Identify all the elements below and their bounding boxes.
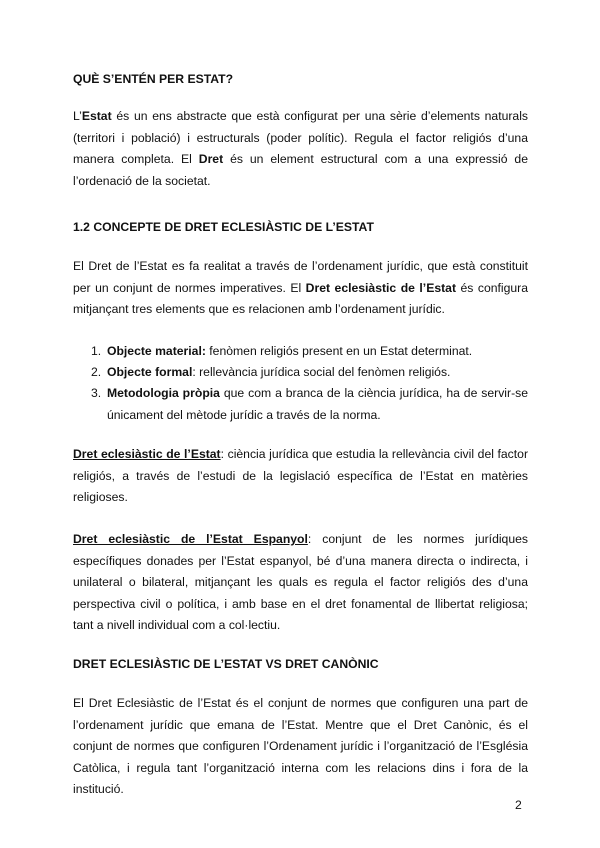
definition-text: : conjunt de les normes jurídiques específiques donades per l’Estat espanyol, bé d’una manera directa o indirecta, i unilateral o bilateral, mitjançant les quals es regula el factor religiós des d’una perspectiva civil o política, i amb base en el dret fonamental de llibertat religiosa; tant a nivell individual com a col·lectiu. [73, 532, 528, 632]
paragraph-dret-estat [73, 256, 528, 321]
list-item [73, 383, 528, 426]
text-run: L’ [73, 109, 82, 123]
text-run: és un ens abstracte que està configurat per una sèrie d’elements naturals (territori i població) i estructurals (poder polític). Regula el factor religiós d’una manera completa. El [73, 109, 528, 166]
list-text: que com a branca de la ciència jurídica, ha de servir-se únicament del mètode jurídic a través de la norma. [107, 386, 529, 422]
definition-text: : ciència jurídica que estudia la rellevància civil del factor religiós, a través de l’estudi de la legislació específica de l’Estat en matèries religioses. [73, 447, 528, 504]
paragraph-vs-canonic: El Dret Eclesiàstic de l’Estat és el conjunt de normes que configuren una part de l’ordenament jurídic que emana de l’Estat. Mentre que el Dret Canònic, és el conjunt de normes que configuren l’Ordenament jurídic i l’organització de l’Església Catòlica, i regula tant l’organització interna com les relacions dins i fora de la institució. [73, 696, 528, 796]
list-item [73, 341, 528, 363]
text-run: El Dret de l’Estat es fa realitat a través de l’ordenament jurídic, que està constituit per un conjunt de normes imperatives. El [73, 259, 528, 295]
definition-term: Dret eclesiàstic de l’Estat [73, 447, 221, 461]
definition-dret-eclesiastic-estat [73, 444, 528, 509]
list-term: Objecte material: [107, 344, 206, 358]
bold-term-estat: Estat [81, 109, 112, 123]
section-heading-vs-canonic: DRET ECLESIÀSTIC DE L’ESTAT VS DRET CANÒNIC [73, 657, 379, 671]
bold-term-dret-eclesiastic: Dret eclesiàstic de l’Estat [305, 280, 456, 295]
page-number: 2 [515, 798, 522, 812]
text-run: és configura mitjançant tres elements que es relacionen amb l’ordenament jurídic. [73, 280, 528, 316]
text-run: és un element estructural com a una expressió de l’ordenació de la societat. [73, 152, 528, 188]
bold-term-dret: Dret [198, 152, 224, 166]
section-heading-que-s-enten: QUÈ S’ENTÉN PER ESTAT? [73, 72, 234, 86]
list-text: fenòmen religiós present en un Estat determinat. [205, 344, 473, 358]
list-term: Metodologia pròpia [107, 386, 220, 400]
list-number: 1. [91, 344, 102, 358]
list-term: Objecte formal [107, 365, 193, 379]
list-number: 2. [91, 365, 102, 379]
list-text: : rellevància jurídica social del fenòmen religiós. [192, 365, 451, 379]
paragraph-estat-definition [73, 106, 528, 192]
definition-dret-eclesiastic-espanyol [73, 529, 528, 637]
list-number: 3. [91, 386, 102, 400]
list-item [73, 362, 528, 384]
definition-term: Dret eclesiàstic de l’Estat Espanyol [73, 532, 308, 546]
section-heading-concepte: 1.2 CONCEPTE DE DRET ECLESIÀSTIC DE L’ESTAT [73, 220, 374, 234]
